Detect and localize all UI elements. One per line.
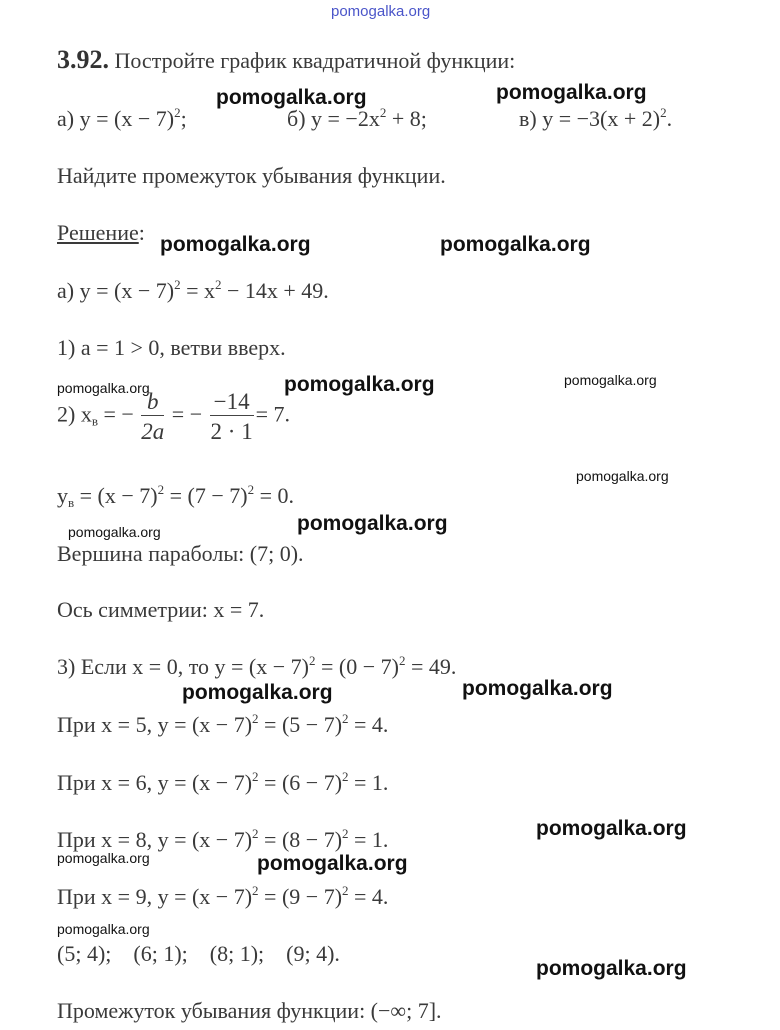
watermark: pomogalka.org — [257, 852, 408, 875]
problem-part-v: в) $y = -3(x + 2)^2$. — [519, 105, 673, 131]
problem-part-a: а) $y = (x - 7)^2$; — [57, 105, 187, 131]
watermark: pomogalka.org — [440, 233, 591, 256]
solution-decreasing-interval: Промежуток убывания функции: (−∞; 7]. — [57, 998, 442, 1023]
solution-yv: $y_в = (x - 7)^2 = (7 - 7)^2 = 0$. — [57, 482, 294, 510]
watermark-top: pomogalka.org — [331, 3, 431, 20]
problem-text: Постройте график квадратичной функции: — [114, 48, 516, 73]
solution-x5: При x = 5, $y = (x - 7)^2 = (5 - 7)^2 = 4$. — [57, 711, 389, 737]
solution-x9: При x = 9, $y = (x - 7)^2 = (9 - 7)^2 = 4$. — [57, 883, 389, 909]
watermark: pomogalka.org — [57, 850, 150, 866]
problem-part-b: б) $y = -2x^2 + 8$; — [287, 105, 427, 131]
problem-statement — [57, 47, 515, 73]
problem-task: Найдите промежуток убывания функции. — [57, 163, 446, 188]
watermark: pomogalka.org — [182, 681, 333, 704]
solution-step1: 1) a = 1 > 0, ветви вверх. — [57, 335, 286, 360]
watermark: pomogalka.org — [160, 233, 311, 256]
watermark: pomogalka.org — [68, 524, 161, 540]
watermark: pomogalka.org — [57, 380, 150, 396]
fraction-minus14: $\frac{-14}{2 \cdot 1}$ — [210, 389, 253, 444]
solution-vertex: Вершина параболы: (7; 0). — [57, 541, 304, 566]
solution-axis: Ось симметрии: x = 7. — [57, 597, 265, 622]
solution-step3: 3) Если x = 0, то $y = (x - 7)^2 = (0 - 7)^2 = 49$. — [57, 653, 457, 679]
solution-a-line: а) $y = (x - 7)^2 = x^2 - 14x + 49$. — [57, 277, 329, 303]
watermark: pomogalka.org — [496, 81, 647, 104]
watermark: pomogalka.org — [536, 817, 687, 840]
watermark: pomogalka.org — [297, 512, 448, 535]
solution-points: (5; 4); (6; 1); (8; 1); (9; 4). — [57, 941, 340, 966]
watermark: pomogalka.org — [462, 677, 613, 700]
solution-x8: При x = 8, $y = (x - 7)^2 = (8 - 7)^2 = 1$. — [57, 826, 389, 852]
watermark: pomogalka.org — [284, 373, 435, 396]
watermark: pomogalka.org — [216, 86, 367, 109]
watermark: pomogalka.org — [57, 921, 150, 937]
solution-x6: При x = 6, $y = (x - 7)^2 = (6 - 7)^2 = 1$. — [57, 769, 389, 795]
watermark: pomogalka.org — [564, 372, 657, 388]
watermark: pomogalka.org — [536, 957, 687, 980]
solution-heading: Решение: — [57, 220, 145, 245]
fraction-b-over-2a: $\frac{b}{2a}$ — [141, 389, 165, 444]
solution-step2: 2) $x_в$ = − $\frac{b}{2a}$ = − $\frac{-14}{2 \cdot 1}$ = 7. — [57, 389, 291, 444]
problem-number: 3.92. — [57, 45, 109, 74]
watermark: pomogalka.org — [576, 468, 669, 484]
